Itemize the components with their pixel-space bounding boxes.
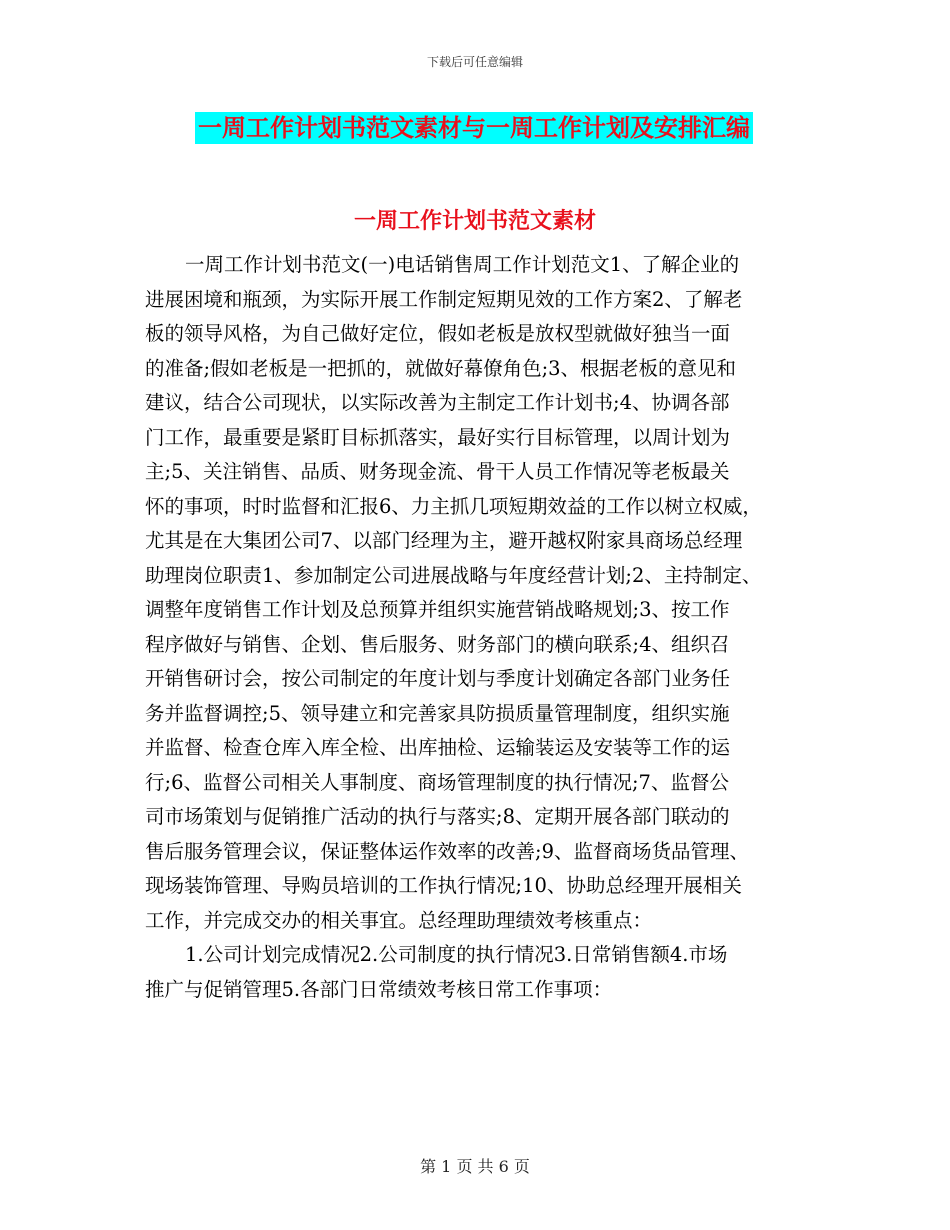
paragraph-line: 尤其是在大集团公司7、以部门经理为主，避开越权附家具商场总经理 bbox=[145, 529, 743, 552]
paragraph-line: 助理岗位职责1、参加制定公司进展战略与年度经营计划;2、主持制定、 bbox=[145, 563, 762, 587]
page-header-note: 下载后可任意编辑 bbox=[426, 55, 523, 69]
paragraph-line: 建议，结合公司现状，以实际改善为主制定工作计划书;4、协调各部 bbox=[145, 391, 730, 414]
paragraph-line: 一周工作计划书范文(一)电话销售周工作计划范文1、了解企业的 bbox=[185, 253, 740, 276]
paragraph-line: 并监督、检查仓库入库全检、出库抽检、运输装运及安装等工作的运 bbox=[145, 736, 731, 759]
paragraph-line: 门工作，最重要是紧盯目标抓落实，最好实行目标管理，以周计划为 bbox=[145, 425, 731, 449]
paragraph-line: 调整年度销售工作计划及总预算并组织实施营销战略规划;3、按工作 bbox=[145, 598, 730, 621]
page-number: 第 1 页 共 6 页 bbox=[420, 1157, 530, 1176]
document-title: 一周工作计划书范文素材与一周工作计划及安排汇编 bbox=[195, 112, 753, 144]
paragraph-line: 进展困境和瓶颈，为实际开展工作制定短期见效的工作方案2、了解老 bbox=[145, 287, 743, 311]
paragraph-line: 现场装饰管理、导购员培训的工作执行情况;10、协助总经理开展相关 bbox=[145, 874, 742, 897]
paragraph-line: 行;6、监督公司相关人事制度、商场管理制度的执行情况;7、监督公 bbox=[145, 770, 729, 794]
paragraph-line: 推广与促销管理5.各部门日常绩效考核日常工作事项： bbox=[145, 977, 613, 1001]
paragraph-line: 主;5、关注销售、品质、财务现金流、骨干人员工作情况等老板最关 bbox=[145, 460, 730, 483]
paragraph-line: 开销售研讨会，按公司制定的年度计划与季度计划确定各部门业务任 bbox=[145, 667, 731, 690]
paragraph-line: 程序做好与销售、企划、售后服务、财务部门的横向联系;4、组织召 bbox=[145, 632, 730, 656]
paragraph-line: 工作，并完成交办的相关事宜。总经理助理绩效考核重点： bbox=[145, 908, 653, 932]
paragraph-line: 售后服务管理会议，保证整体运作效率的改善;9、监督商场货品管理、 bbox=[145, 839, 749, 863]
paragraph-line: 务并监督调控;5、领导建立和完善家具防损质量管理制度，组织实施 bbox=[145, 701, 730, 725]
paragraph-line: 怀的事项，时时监督和汇报6、力主抓几项短期效益的工作以树立权威， bbox=[145, 494, 762, 518]
section-heading: 一周工作计划书范文素材 bbox=[353, 208, 596, 234]
body-text bbox=[145, 248, 810, 1007]
paragraph-line: 司市场策划与促销推广活动的执行与落实;8、定期开展各部门联动的 bbox=[145, 805, 730, 828]
paragraph-line: 的准备;假如老板是一把抓的，就做好幕僚角色;3、根据老板的意见和 bbox=[145, 356, 737, 380]
paragraph-line: 板的领导风格，为自己做好定位，假如老板是放权型就做好独当一面 bbox=[145, 322, 731, 345]
paragraph-line: 1.公司计划完成情况2.公司制度的执行情况3.日常销售额4.市场 bbox=[185, 943, 728, 966]
